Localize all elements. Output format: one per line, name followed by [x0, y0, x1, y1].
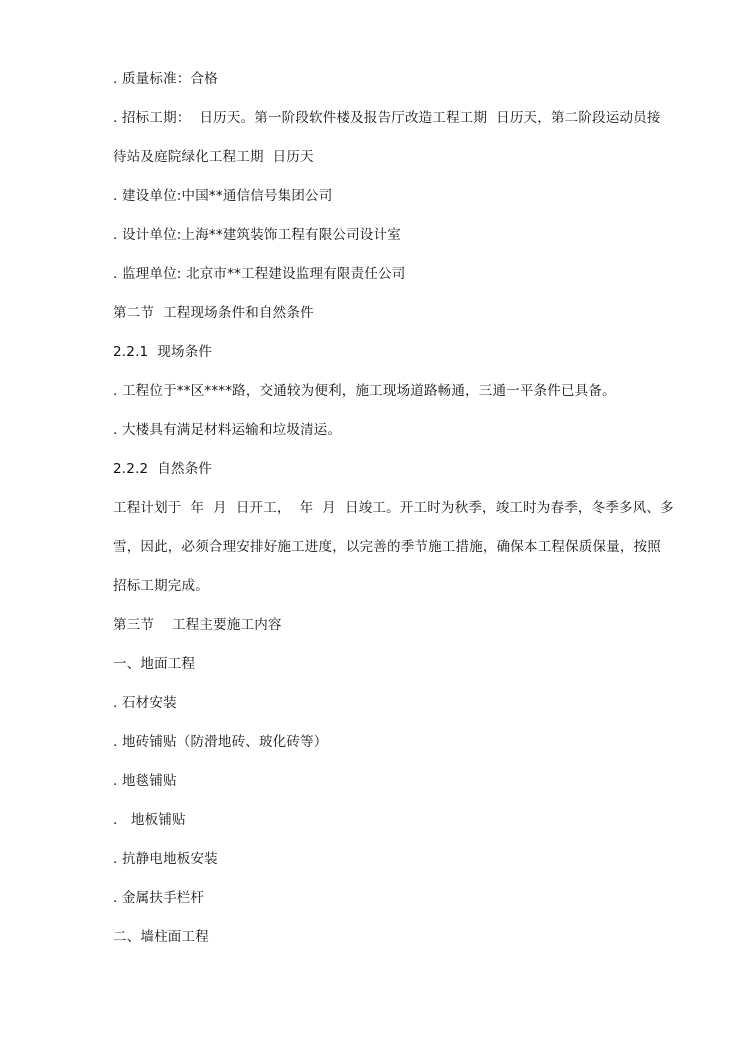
schedule-paragraph-line-2: 雪，因此，必须合理安排好施工进度，以完善的季节施工措施，确保本工程保质保量，按照 — [113, 539, 661, 555]
building-transport-line: . 大楼具有满足材料运输和垃圾清运。 — [113, 422, 342, 438]
list-item-stone: . 石材安装 — [113, 695, 177, 711]
supervision-unit-line: . 监理单位: 北京市**工程建设监理有限责任公司 — [113, 266, 406, 282]
list-item-wood-floor: . 地板铺贴 — [113, 812, 186, 828]
section-3-heading: 第三节 工程主要施工内容 — [113, 617, 282, 633]
bid-period-line-cont: 待站及庭院绿化工程工期 日历天 — [113, 149, 314, 165]
schedule-paragraph-line-3: 招标工期完成。 — [113, 578, 209, 594]
section-2-heading: 第二节 工程现场条件和自然条件 — [113, 305, 314, 321]
site-location-line: . 工程位于**区****路，交通较为便利，施工现场道路畅通，三通一平条件已具备。 — [113, 383, 616, 399]
floor-works-heading: 一、地面工程 — [113, 656, 196, 672]
list-item-carpet: . 地毯铺贴 — [113, 773, 177, 789]
design-unit-line: . 设计单位:上海**建筑装饰工程有限公司设计室 — [113, 227, 401, 243]
quality-standard-line: . 质量标准：合格 — [113, 71, 218, 87]
list-item-antistatic-floor: . 抗静电地板安装 — [113, 851, 218, 867]
construction-unit-line: . 建设单位:中国**通信信号集团公司 — [113, 188, 333, 204]
subsection-2-2-2-heading: 2.2.2 自然条件 — [113, 461, 213, 477]
schedule-paragraph-line-1: 工程计划于 年 月 日开工， 年 月 日竣工。开工时为秋季，竣工时为春季，冬季多风、多 — [113, 500, 674, 516]
bid-period-line: . 招标工期： 日历天。第一阶段软件楼及报告厅改造工程工期 日历天，第二阶段运动员接 — [113, 110, 661, 126]
list-item-tile: . 地砖铺贴（防滑地砖、玻化砖等） — [113, 734, 328, 750]
wall-column-works-heading: 二、墙柱面工程 — [113, 929, 209, 945]
subsection-2-2-1-heading: 2.2.1 现场条件 — [113, 344, 213, 360]
list-item-metal-railing: . 金属扶手栏杆 — [113, 890, 205, 906]
